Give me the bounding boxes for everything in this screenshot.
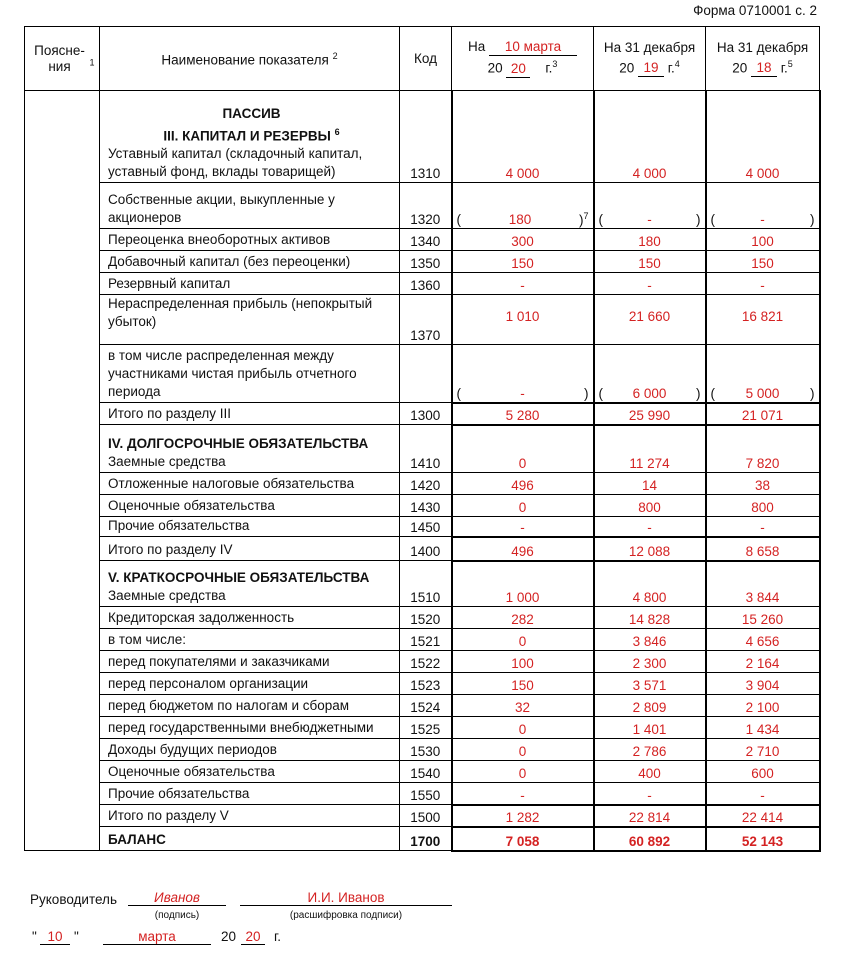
row-code bbox=[400, 345, 452, 403]
value-cell: 4 656 bbox=[706, 629, 820, 651]
table-row bbox=[25, 229, 820, 251]
row-name bbox=[100, 695, 400, 717]
row-name-text: Итого по разделу V bbox=[108, 808, 229, 823]
value-cell: 4 000 bbox=[452, 91, 594, 183]
section-3-title: III. КАПИТАЛ И РЕЗЕРВЫ $^6$ bbox=[163, 126, 340, 143]
row-name-text: перед покупателями и заказчиками bbox=[108, 654, 330, 669]
header-expl-text: Поясне-ния bbox=[34, 42, 85, 74]
row-code: 1510 bbox=[400, 561, 452, 607]
paren-close: ) bbox=[810, 212, 815, 227]
row-name-text: в том числе распределенная между участниками чистая прибыль отчетного периода bbox=[108, 348, 357, 399]
row-code: 1525 bbox=[400, 717, 452, 739]
value-cell: 496 bbox=[452, 473, 594, 495]
row-name-text: перед бюджетом по налогам и сборам bbox=[108, 698, 350, 713]
balance-row bbox=[25, 827, 820, 851]
explanation-cell bbox=[25, 183, 100, 229]
value-cell bbox=[594, 183, 706, 229]
paren-close: ) bbox=[584, 385, 589, 401]
row-name bbox=[100, 251, 400, 273]
explanation-cell bbox=[25, 827, 100, 851]
row-code: 1310 bbox=[400, 91, 452, 183]
value-cell: - bbox=[452, 273, 594, 295]
row-name-text: Переоценка внеоборотных активов bbox=[108, 232, 331, 247]
table-row bbox=[25, 403, 820, 425]
row-code: 1400 bbox=[400, 537, 452, 561]
table-row bbox=[25, 345, 820, 403]
row-name bbox=[100, 495, 400, 517]
value-cell: 3 844 bbox=[706, 561, 820, 607]
row-code: 1550 bbox=[400, 783, 452, 805]
value-cell bbox=[706, 183, 820, 229]
header-current bbox=[452, 27, 594, 91]
explanation-cell bbox=[25, 561, 100, 607]
value-cell: - bbox=[706, 273, 820, 295]
row-name-text: Кредиторская задолженность bbox=[108, 610, 295, 625]
row-name-text: Заемные средства bbox=[108, 588, 226, 603]
row-name bbox=[100, 295, 400, 345]
signature-caption: (подпись) bbox=[154, 910, 200, 921]
date-month: марта bbox=[103, 929, 211, 945]
paren-value: - bbox=[760, 212, 765, 227]
row-code: 1430 bbox=[400, 495, 452, 517]
date-year-suffix: г. bbox=[274, 929, 282, 944]
row-name-text: перед государственными внебюджетными bbox=[108, 720, 374, 735]
row-name bbox=[100, 761, 400, 783]
row-name-text: Собственные акции, выкупленные у акционеров bbox=[108, 192, 335, 225]
explanation-cell bbox=[25, 761, 100, 783]
value-cell: 5 280 bbox=[452, 403, 594, 425]
value-cell: 0 bbox=[452, 717, 594, 739]
paren-open: ( bbox=[456, 212, 461, 227]
table-row bbox=[25, 761, 820, 783]
header-prev2-year: 18 bbox=[751, 60, 777, 77]
value-cell: 8 658 bbox=[706, 537, 820, 561]
header-code: Код bbox=[400, 27, 452, 91]
header-prev2-suffix: г. bbox=[780, 60, 788, 76]
row-code: 1370 bbox=[400, 295, 452, 345]
row-code: 1522 bbox=[400, 651, 452, 673]
paren-close: ) bbox=[696, 212, 701, 227]
value-cell: 1 434 bbox=[706, 717, 820, 739]
explanation-cell bbox=[25, 537, 100, 561]
row-code: 1521 bbox=[400, 629, 452, 651]
value-cell: - bbox=[452, 783, 594, 805]
date-day: 10 bbox=[40, 929, 70, 945]
table-row bbox=[25, 91, 820, 183]
form-label: Форма 0710001 с. 2 bbox=[693, 3, 817, 18]
row-code: 1360 bbox=[400, 273, 452, 295]
row-name bbox=[100, 425, 400, 473]
value-cell: 21 071 bbox=[706, 403, 820, 425]
value-cell: 0 bbox=[452, 495, 594, 517]
row-name bbox=[100, 273, 400, 295]
row-name-text: Добавочный капитал (без переоценки) bbox=[108, 254, 351, 269]
header-prev2-year-prefix: 20 bbox=[732, 60, 748, 76]
row-name bbox=[100, 91, 400, 183]
table-row bbox=[25, 273, 820, 295]
header-prev-suffix: г. bbox=[667, 60, 675, 76]
explanation-cell bbox=[25, 403, 100, 425]
header-current-year: 20 bbox=[506, 61, 530, 78]
value-cell: 4 000 bbox=[594, 91, 706, 183]
value-cell bbox=[452, 345, 594, 403]
row-name-text: Доходы будущих периодов bbox=[108, 742, 277, 757]
header-expl-sup: 1 bbox=[89, 57, 95, 67]
value-cell bbox=[452, 183, 594, 229]
header-prev bbox=[594, 27, 706, 91]
row-name-text: Уставный капитал (складочный капитал, уставный фонд, вклады товарищей) bbox=[108, 146, 363, 179]
row-code: 1500 bbox=[400, 805, 452, 827]
value-cell: 2 809 bbox=[594, 695, 706, 717]
value-cell bbox=[594, 345, 706, 403]
value-cell: 14 828 bbox=[594, 607, 706, 629]
header-prev2-sup: 5 bbox=[787, 58, 793, 69]
explanation-cell bbox=[25, 345, 100, 403]
value-cell: 800 bbox=[594, 495, 706, 517]
explanation-cell bbox=[25, 91, 100, 183]
value-cell: 21 660 bbox=[594, 295, 706, 345]
header-current-suffix: г. bbox=[545, 60, 553, 76]
value-cell: 4 800 bbox=[594, 561, 706, 607]
header-current-year-prefix: 20 bbox=[487, 60, 503, 76]
value-cell: 22 414 bbox=[706, 805, 820, 827]
header-explanations bbox=[25, 27, 100, 91]
explanation-cell bbox=[25, 229, 100, 251]
explanation-cell bbox=[25, 651, 100, 673]
row-code: 1340 bbox=[400, 229, 452, 251]
value-cell: 32 bbox=[452, 695, 594, 717]
section-5-title: V. КРАТКОСРОЧНЫЕ ОБЯЗАТЕЛЬСТВА bbox=[108, 570, 370, 585]
header-current-date: 10 марта bbox=[489, 39, 577, 56]
paren-open: ( bbox=[710, 385, 715, 401]
table-row bbox=[25, 673, 820, 695]
row-name-text: Оценочные обязательства bbox=[108, 498, 275, 513]
value-cell: 150 bbox=[706, 251, 820, 273]
table-row bbox=[25, 183, 820, 229]
explanation-cell bbox=[25, 251, 100, 273]
explanation-cell bbox=[25, 517, 100, 537]
table-row bbox=[25, 425, 820, 473]
paren-close: ) bbox=[696, 385, 701, 401]
value-cell: - bbox=[706, 783, 820, 805]
explanation-cell bbox=[25, 805, 100, 827]
row-name bbox=[100, 345, 400, 403]
explanation-cell bbox=[25, 717, 100, 739]
value-cell: 52 143 bbox=[706, 827, 820, 851]
section-3-sup: 6 bbox=[334, 126, 340, 137]
row-name-text: Прочие обязательства bbox=[108, 518, 250, 533]
paren-value: 180 bbox=[508, 212, 532, 227]
value-cell: - bbox=[594, 517, 706, 537]
row-name-text: в том числе: bbox=[108, 632, 186, 647]
row-code: 1410 bbox=[400, 425, 452, 473]
paren-close: ) bbox=[810, 385, 815, 401]
row-name-text: Прочие обязательства bbox=[108, 786, 250, 801]
paren-open: ( bbox=[598, 212, 603, 227]
value-cell: 600 bbox=[706, 761, 820, 783]
explanation-cell bbox=[25, 673, 100, 695]
table-row bbox=[25, 251, 820, 273]
row-name bbox=[100, 403, 400, 425]
paren-value: 6 000 bbox=[632, 385, 667, 401]
value-cell: 14 bbox=[594, 473, 706, 495]
value-cell: 150 bbox=[452, 673, 594, 695]
row-name bbox=[100, 827, 400, 851]
header-prev2-label: На 31 декабря bbox=[716, 39, 809, 55]
value-cell: 11 274 bbox=[594, 425, 706, 473]
table-body bbox=[25, 91, 820, 851]
header-row bbox=[25, 27, 820, 91]
value-cell: 282 bbox=[452, 607, 594, 629]
value-cell: 2 786 bbox=[594, 739, 706, 761]
value-cell: 0 bbox=[452, 425, 594, 473]
explanation-cell bbox=[25, 273, 100, 295]
value-cell: 1 401 bbox=[594, 717, 706, 739]
value-cell: 2 100 bbox=[706, 695, 820, 717]
row-name-text: Заемные средства bbox=[108, 454, 226, 469]
table-row bbox=[25, 537, 820, 561]
value-cell: 3 571 bbox=[594, 673, 706, 695]
header-name bbox=[100, 27, 400, 91]
header-current-sup: 3 bbox=[552, 59, 558, 70]
row-sup: 7 bbox=[583, 210, 589, 221]
value-cell: 800 bbox=[706, 495, 820, 517]
value-cell: 7 820 bbox=[706, 425, 820, 473]
value-cell: 2 300 bbox=[594, 651, 706, 673]
row-name-text: Резервный капитал bbox=[108, 276, 231, 291]
row-name bbox=[100, 629, 400, 651]
table-row bbox=[25, 561, 820, 607]
row-code: 1320 bbox=[400, 183, 452, 229]
row-name bbox=[100, 473, 400, 495]
table-row bbox=[25, 783, 820, 805]
value-cell: - bbox=[594, 783, 706, 805]
header-name-sup: 2 bbox=[332, 51, 338, 62]
row-name bbox=[100, 717, 400, 739]
row-name bbox=[100, 673, 400, 695]
date-quote-open: " bbox=[32, 929, 37, 944]
table-row bbox=[25, 473, 820, 495]
row-name-text: Итого по разделу IV bbox=[108, 542, 233, 557]
value-cell: 0 bbox=[452, 629, 594, 651]
value-cell: 25 990 bbox=[594, 403, 706, 425]
value-cell: 12 088 bbox=[594, 537, 706, 561]
value-cell: 1 010 bbox=[452, 295, 594, 345]
value-cell: 22 814 bbox=[594, 805, 706, 827]
row-name-text: перед персоналом организации bbox=[108, 676, 309, 691]
row-name bbox=[100, 561, 400, 607]
value-cell: 15 260 bbox=[706, 607, 820, 629]
paren-open: ( bbox=[456, 385, 461, 401]
value-cell: 1 000 bbox=[452, 561, 594, 607]
row-code: 1530 bbox=[400, 739, 452, 761]
table-row bbox=[25, 517, 820, 537]
date-year: 20 bbox=[241, 929, 265, 945]
explanation-cell bbox=[25, 295, 100, 345]
row-name bbox=[100, 783, 400, 805]
paren-close: )$^7$ bbox=[578, 210, 589, 227]
value-cell: 180 bbox=[594, 229, 706, 251]
row-code: 1524 bbox=[400, 695, 452, 717]
value-cell: 1 282 bbox=[452, 805, 594, 827]
row-code: 1700 bbox=[400, 827, 452, 851]
explanation-cell bbox=[25, 695, 100, 717]
row-name bbox=[100, 537, 400, 561]
row-name bbox=[100, 517, 400, 537]
value-cell: 4 000 bbox=[706, 91, 820, 183]
row-name bbox=[100, 805, 400, 827]
value-cell: 150 bbox=[452, 251, 594, 273]
explanation-cell bbox=[25, 473, 100, 495]
value-cell: - bbox=[594, 273, 706, 295]
value-cell: 16 821 bbox=[706, 295, 820, 345]
header-prev-year: 19 bbox=[638, 60, 664, 77]
explanation-cell bbox=[25, 783, 100, 805]
value-cell: 2 164 bbox=[706, 651, 820, 673]
date-quote-close: " bbox=[74, 929, 79, 944]
header-name-text: Наименование показателя bbox=[161, 52, 329, 68]
explanation-cell bbox=[25, 495, 100, 517]
explanation-cell bbox=[25, 629, 100, 651]
row-code: 1540 bbox=[400, 761, 452, 783]
header-prev-year-prefix: 20 bbox=[619, 60, 635, 76]
table-row bbox=[25, 651, 820, 673]
value-cell: 60 892 bbox=[594, 827, 706, 851]
value-cell: 100 bbox=[452, 651, 594, 673]
explanation-cell bbox=[25, 425, 100, 473]
row-name bbox=[100, 607, 400, 629]
value-cell: 3 904 bbox=[706, 673, 820, 695]
table-row bbox=[25, 739, 820, 761]
value-cell: - bbox=[706, 517, 820, 537]
row-code: 1350 bbox=[400, 251, 452, 273]
paren-value: 5 000 bbox=[745, 385, 780, 401]
value-cell: 0 bbox=[452, 761, 594, 783]
value-cell: 300 bbox=[452, 229, 594, 251]
value-cell bbox=[706, 345, 820, 403]
row-name-text: Оценочные обязательства bbox=[108, 764, 275, 779]
row-name-text: Итого по разделу III bbox=[108, 406, 232, 421]
head-name-caption: (расшифровка подписи) bbox=[289, 910, 403, 921]
paren-value: - bbox=[647, 212, 652, 227]
section-4-title: IV. ДОЛГОСРОЧНЫЕ ОБЯЗАТЕЛЬСТВА bbox=[108, 436, 369, 451]
signature: Иванов bbox=[128, 890, 226, 906]
row-code: 1450 bbox=[400, 517, 452, 537]
table-row bbox=[25, 295, 820, 345]
value-cell: 7 058 bbox=[452, 827, 594, 851]
value-cell: - bbox=[452, 517, 594, 537]
table-row bbox=[25, 695, 820, 717]
explanation-cell bbox=[25, 739, 100, 761]
value-cell: 2 710 bbox=[706, 739, 820, 761]
value-cell: 0 bbox=[452, 739, 594, 761]
row-name-text: Отложенные налоговые обязательства bbox=[108, 476, 355, 491]
passive-title: ПАССИВ bbox=[222, 105, 281, 121]
value-cell: 150 bbox=[594, 251, 706, 273]
balance-table bbox=[24, 26, 821, 852]
value-cell: 100 bbox=[706, 229, 820, 251]
value-cell: 496 bbox=[452, 537, 594, 561]
row-name bbox=[100, 651, 400, 673]
row-name-text: Нераспределенная прибыль (непокрытый убыток) bbox=[108, 296, 373, 329]
row-name bbox=[100, 739, 400, 761]
head-name: И.И. Иванов bbox=[240, 890, 452, 906]
row-name bbox=[100, 229, 400, 251]
row-name-text: БАЛАНС bbox=[108, 832, 166, 847]
row-name bbox=[100, 183, 400, 229]
row-code: 1520 bbox=[400, 607, 452, 629]
row-code: 1300 bbox=[400, 403, 452, 425]
value-cell: 38 bbox=[706, 473, 820, 495]
value-cell: 400 bbox=[594, 761, 706, 783]
table-row bbox=[25, 495, 820, 517]
explanation-cell bbox=[25, 607, 100, 629]
header-prev-sup: 4 bbox=[674, 58, 680, 69]
table-row bbox=[25, 717, 820, 739]
paren-value: - bbox=[520, 385, 525, 401]
value-cell: 3 846 bbox=[594, 629, 706, 651]
table-row bbox=[25, 805, 820, 827]
row-code: 1420 bbox=[400, 473, 452, 495]
table-row bbox=[25, 629, 820, 651]
paren-open: ( bbox=[710, 212, 715, 227]
header-prev2 bbox=[706, 27, 820, 91]
paren-open: ( bbox=[598, 385, 603, 401]
date-year-prefix: 20 bbox=[221, 929, 237, 944]
row-code: 1523 bbox=[400, 673, 452, 695]
table-row bbox=[25, 607, 820, 629]
header-current-prefix: На bbox=[467, 39, 486, 55]
header-prev-label: На 31 декабря bbox=[603, 39, 696, 55]
head-label: Руководитель bbox=[30, 892, 117, 907]
